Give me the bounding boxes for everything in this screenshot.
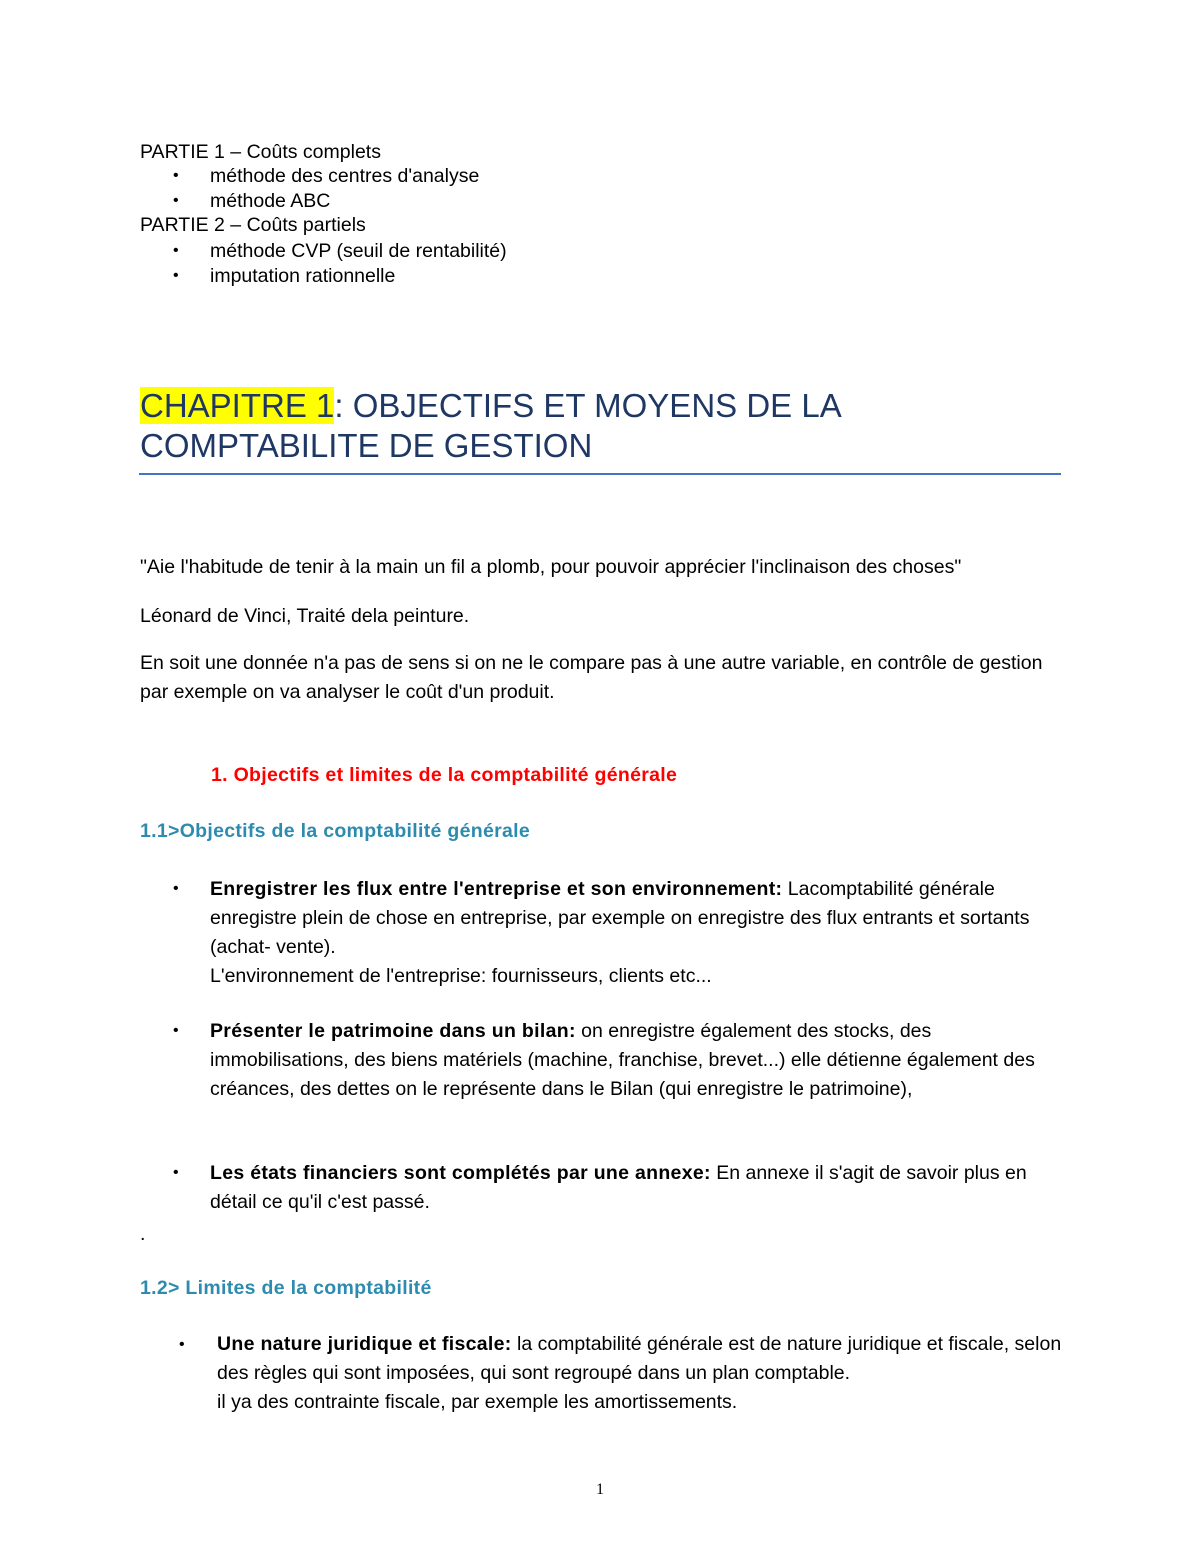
bullet-icon: • xyxy=(173,192,179,209)
bullet-icon: • xyxy=(173,1022,179,1039)
list-item-bold: Présenter le patrimoine dans un bilan: xyxy=(210,1020,576,1042)
list-item xyxy=(210,1017,1070,1104)
part1-item: méthode ABC xyxy=(210,190,331,212)
list-item-bold: Enregistrer les flux entre l'entreprise et son environnement: xyxy=(210,878,783,900)
part1-item: méthode des centres d'analyse xyxy=(210,165,480,187)
chapter-title-rest: : OBJECTIFS ET MOYENS DE LA COMPTABILITE DE GESTION xyxy=(140,387,840,464)
bullet-icon: • xyxy=(179,1336,185,1353)
list-item xyxy=(210,1159,1070,1217)
list-item-bold: Les états financiers sont complétés par une annexe: xyxy=(210,1162,711,1184)
list-item-text: la comptabilité générale est de nature juridique et fiscale, selon des règles qui sont imposées, qui sont regroupé dans un plan comptable. xyxy=(217,1333,1062,1384)
chapter-highlight: CHAPITRE 1 xyxy=(140,387,335,424)
part2-item: méthode CVP (seuil de rentabilité) xyxy=(210,240,507,262)
list-item-text: En annexe il s'agit de savoir plus en détail ce qu'il c'est passé. xyxy=(210,1162,1027,1213)
stray-dot: . xyxy=(140,1223,146,1245)
intro-paragraph: En soit une donnée n'a pas de sens si on ne le compare pas à une autre variable, en contrôle de gestion par exemple on va analyser le coût d'un produit. xyxy=(140,652,1043,703)
part2-item: imputation rationnelle xyxy=(210,265,396,287)
list-item-text: on enregistre également des stocks, des immobilisations, des biens matériels (machine, franchise, brevet...) elle détienne également des créances, des dettes on le représente dans le Bilan (qui enregistre le patrimoine), xyxy=(210,1020,1035,1100)
part2-title: PARTIE 2 – Coûts partiels xyxy=(140,214,366,236)
heading-rule xyxy=(139,473,1061,475)
list-item-text: Lacomptabilité générale enregistre plein de chose en entreprise, par exemple on enregistre des flux entrants et sortants (achat- vente). xyxy=(210,878,1030,958)
list-item-extra: L'environnement de l'entreprise: fournisseurs, clients etc... xyxy=(210,965,712,987)
quote-author: Léonard de Vinci, Traité dela peinture. xyxy=(140,605,470,627)
quote: "Aie l'habitude de tenir à la main un fil a plomb, pour pouvoir apprécier l'inclinaison des choses" xyxy=(140,556,962,578)
bullet-icon: • xyxy=(173,880,179,897)
part1-title: PARTIE 1 – Coûts complets xyxy=(140,141,381,163)
bullet-icon: • xyxy=(173,267,179,284)
list-item-bold: Une nature juridique et fiscale: xyxy=(217,1333,512,1355)
list-item xyxy=(210,875,1070,991)
bullet-icon: • xyxy=(173,1164,179,1181)
list-item xyxy=(217,1330,1067,1417)
subsection-title: 1.2> Limites de la comptabilité xyxy=(140,1277,432,1299)
bullet-icon: • xyxy=(173,242,179,259)
page-number: 1 xyxy=(596,1481,604,1498)
bullet-icon: • xyxy=(173,167,179,184)
list-item-extra: il ya des contrainte fiscale, par exemple les amortissements. xyxy=(217,1391,738,1413)
subsection-title: 1.1>Objectifs de la comptabilité générale xyxy=(140,820,530,842)
section-title: 1. Objectifs et limites de la comptabilité générale xyxy=(211,764,678,786)
chapter-title xyxy=(140,386,1060,466)
